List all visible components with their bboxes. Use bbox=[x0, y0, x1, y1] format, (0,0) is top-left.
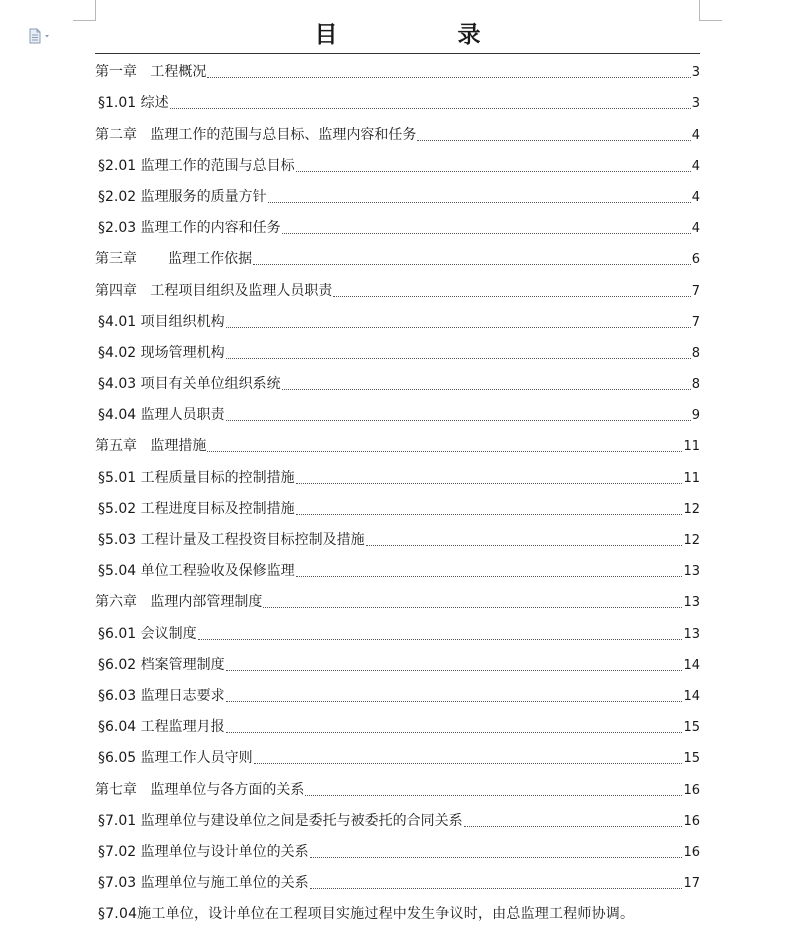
toc-entry-label: §6.05 监理工作人员守则 bbox=[98, 750, 253, 767]
toc-entry-label: 第五章 监理措施 bbox=[95, 438, 207, 455]
dot-leader bbox=[296, 514, 683, 515]
toc-page-number: 16 bbox=[683, 782, 700, 798]
toc-page-number: 11 bbox=[683, 439, 700, 455]
document-icon[interactable] bbox=[28, 28, 52, 44]
dot-leader bbox=[226, 701, 683, 702]
page-corner-mark-right bbox=[699, 0, 722, 21]
toc-title: 目 录 bbox=[314, 21, 537, 48]
toc-section-entry[interactable] bbox=[95, 804, 700, 835]
toc-section-entry[interactable] bbox=[95, 648, 700, 679]
toc-section-entry[interactable] bbox=[95, 492, 700, 523]
toc-chapter-entry[interactable] bbox=[95, 242, 700, 273]
dot-leader bbox=[226, 358, 691, 359]
toc-page-number: 13 bbox=[683, 595, 700, 611]
toc-entry-label: §5.01 工程质量目标的控制措施 bbox=[98, 469, 295, 486]
dot-leader bbox=[226, 327, 691, 328]
toc-page-number: 4 bbox=[691, 127, 700, 143]
toc-entry-label: §6.02 档案管理制度 bbox=[98, 656, 225, 673]
toc-entry-label: §6.04 工程监理月报 bbox=[98, 719, 225, 736]
dot-leader bbox=[417, 140, 690, 141]
title-rule bbox=[95, 53, 700, 54]
toc-entry-label: §6.01 会议制度 bbox=[98, 625, 197, 642]
dot-leader bbox=[296, 171, 691, 172]
toc-page-number: 13 bbox=[683, 564, 700, 580]
toc-entry-label: 第七章 监理单位与各方面的关系 bbox=[95, 781, 305, 798]
toc-section-entry[interactable] bbox=[95, 149, 700, 180]
dot-leader bbox=[305, 795, 682, 796]
dot-leader bbox=[310, 857, 683, 858]
toc-page-number: 8 bbox=[691, 377, 700, 393]
dot-leader bbox=[366, 545, 683, 546]
toc-entry-label: §4.04 监理人员职责 bbox=[98, 407, 225, 424]
dot-leader bbox=[254, 763, 683, 764]
toc-page-number: 3 bbox=[691, 65, 700, 81]
dot-leader bbox=[333, 296, 690, 297]
toc-page-number: 4 bbox=[691, 158, 700, 174]
toc-page-number: 13 bbox=[683, 626, 700, 642]
toc-section-entry[interactable] bbox=[95, 835, 700, 866]
toc-section-entry[interactable] bbox=[95, 710, 700, 741]
toc-page-number: 17 bbox=[683, 876, 700, 892]
dot-leader bbox=[207, 77, 690, 78]
toc-page-number: 8 bbox=[691, 345, 700, 361]
toc-page-number: 14 bbox=[683, 657, 700, 673]
toc-section-entry[interactable] bbox=[95, 211, 700, 242]
toc-entry-label: §5.04 单位工程验收及保修监理 bbox=[98, 563, 295, 580]
toc-page-number: 12 bbox=[683, 533, 700, 548]
toc-section-entry[interactable] bbox=[95, 679, 700, 710]
toc-entry-label: §4.01 项目组织机构 bbox=[98, 313, 225, 330]
toc-section-entry[interactable] bbox=[95, 897, 700, 928]
toc-page-number: 12 bbox=[683, 501, 700, 517]
toc-chapter-entry[interactable] bbox=[95, 585, 700, 616]
toc-entry-label: 第四章 工程项目组织及监理人员职责 bbox=[95, 282, 333, 299]
dot-leader bbox=[253, 264, 691, 265]
toc-entry-label: 第一章 工程概况 bbox=[95, 64, 207, 81]
dot-leader bbox=[296, 483, 683, 484]
toc-entry-label: §4.03 项目有关单位组织系统 bbox=[98, 376, 281, 393]
toc-page-number: 7 bbox=[691, 283, 700, 299]
toc-page-number: 6 bbox=[691, 252, 700, 268]
toc-section-entry[interactable] bbox=[95, 866, 700, 897]
dot-leader bbox=[170, 108, 691, 109]
toc-entry-label: §2.01 监理工作的范围与总目标 bbox=[98, 157, 295, 174]
dot-leader bbox=[464, 826, 683, 827]
toc-entry-label: 第二章 监理工作的范围与总目标、监理内容和任务 bbox=[95, 126, 417, 143]
toc-page-number: 4 bbox=[691, 189, 700, 205]
toc-entry-label: §7.01 监理单位与建设单位之间是委托与被委托的合同关系 bbox=[98, 812, 463, 829]
dot-leader bbox=[310, 888, 683, 889]
toc-page-number: 16 bbox=[683, 813, 700, 829]
toc-entry-label: §4.02 现场管理机构 bbox=[98, 344, 225, 361]
dot-leader bbox=[226, 420, 691, 421]
toc-section-entry[interactable] bbox=[95, 741, 700, 772]
dot-leader bbox=[207, 451, 682, 452]
dot-leader bbox=[282, 233, 691, 234]
toc-section-entry[interactable] bbox=[95, 616, 700, 647]
toc-entry-label: §1.01 综述 bbox=[98, 95, 169, 112]
toc-section-entry[interactable] bbox=[95, 336, 700, 367]
toc-chapter-entry[interactable] bbox=[95, 117, 700, 148]
toc-entry-label: §7.04施工单位，设计单位在工程项目实施过程中发生争议时，由总监理工程师协调。 bbox=[98, 906, 635, 923]
page-corner-mark-left bbox=[73, 0, 96, 21]
toc-page-number: 3 bbox=[691, 96, 700, 112]
toc-page-number: 4 bbox=[691, 221, 700, 237]
dot-leader bbox=[296, 576, 683, 577]
toc-entry-label: §7.03 监理单位与施工单位的关系 bbox=[98, 875, 309, 892]
toc-section-entry[interactable] bbox=[95, 367, 700, 398]
toc-page-number: 11 bbox=[683, 470, 700, 486]
toc-page-number: 15 bbox=[683, 751, 700, 767]
dot-leader bbox=[268, 202, 691, 203]
toc-section-entry[interactable] bbox=[95, 86, 700, 117]
toc-entry-label: §2.02 监理服务的质量方针 bbox=[98, 188, 267, 205]
toc-page-number: 7 bbox=[691, 314, 700, 330]
toc-page-number: 9 bbox=[691, 408, 700, 424]
toc-entry-label: 第六章 监理内部管理制度 bbox=[95, 594, 263, 611]
toc-entry-label: §5.03 工程计量及工程投资目标控制及措施 bbox=[98, 532, 365, 548]
toc-chapter-entry[interactable] bbox=[95, 429, 700, 460]
toc-entry-label: §7.02 监理单位与设计单位的关系 bbox=[98, 843, 309, 860]
dot-leader bbox=[282, 389, 691, 390]
dot-leader bbox=[226, 670, 683, 671]
toc-chapter-entry[interactable] bbox=[95, 55, 700, 86]
toc-section-entry[interactable] bbox=[95, 523, 700, 554]
dot-leader bbox=[263, 607, 682, 608]
toc-entry-label: 第三章 监理工作依据 bbox=[95, 251, 253, 268]
toc-section-entry[interactable] bbox=[95, 180, 700, 211]
toc-page-number: 14 bbox=[683, 688, 700, 704]
dot-leader bbox=[198, 639, 683, 640]
toc-chapter-entry[interactable] bbox=[95, 273, 700, 304]
toc-section-entry[interactable] bbox=[95, 398, 700, 429]
toc-chapter-entry[interactable] bbox=[95, 772, 700, 803]
toc-section-entry[interactable] bbox=[95, 305, 700, 336]
toc-page-number: 15 bbox=[683, 720, 700, 736]
toc-entry-label: §5.02 工程进度目标及控制措施 bbox=[98, 500, 295, 517]
toc-entry-label: §6.03 监理日志要求 bbox=[98, 687, 225, 704]
toc-page-number: 16 bbox=[683, 844, 700, 860]
toc-section-entry[interactable] bbox=[95, 554, 700, 585]
dot-leader bbox=[226, 732, 683, 733]
table-of-contents bbox=[95, 55, 700, 928]
toc-section-entry[interactable] bbox=[95, 460, 700, 491]
toc-entry-label: §2.03 监理工作的内容和任务 bbox=[98, 220, 281, 237]
